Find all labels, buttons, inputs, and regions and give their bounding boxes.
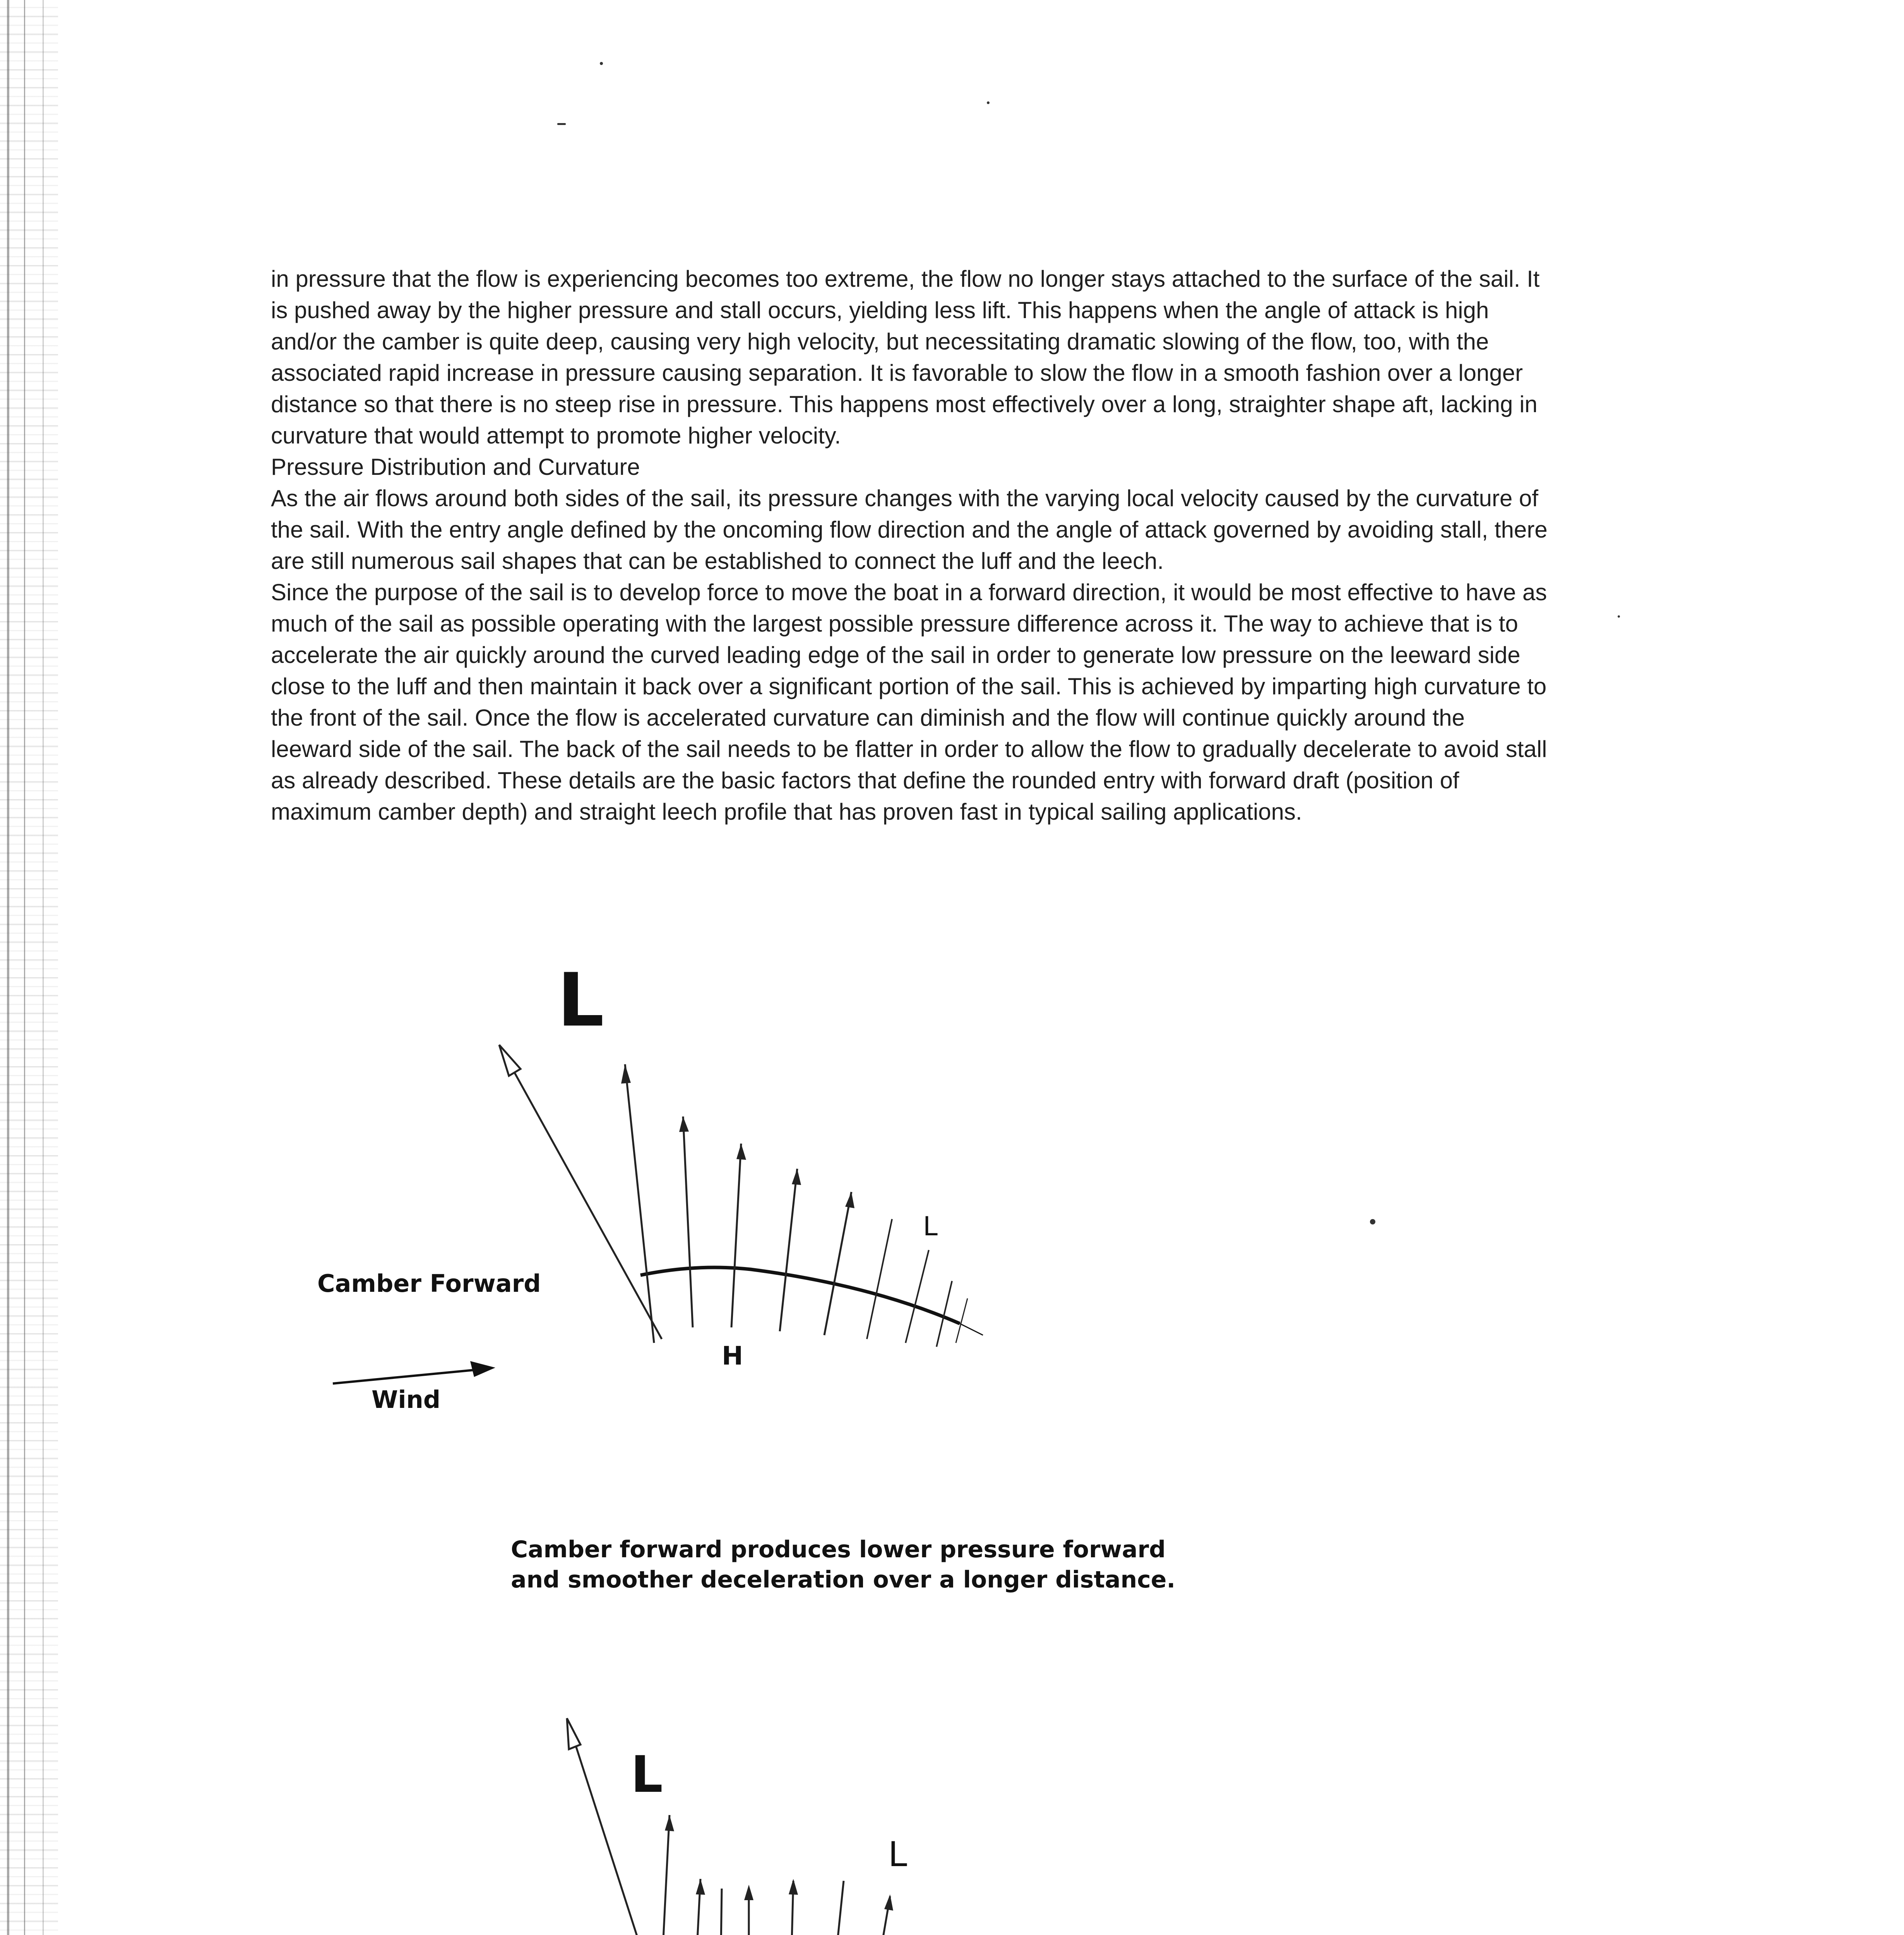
section-heading-pressure-distribution: Pressure Distribution and Curvature [271, 454, 640, 480]
paragraph-sail-purpose: Since the purpose of the sail is to develop force to move the boat in a forward direction, it would be most effective to have as much of the sail as possible operating with the largest possible pressure difference across it. The way to achieve that is to accelerate the air quickly around the curved leading edge of the sail in order to generate low pressure on the leeward side close to the luff and then maintain it back over a significant portion of the sail. This is achieved by imparting high curvature to the front of the sail. Once the flow is accelerated curvature can diminish and the flow will continue quickly around the leeward side of the sail. The back of the sail needs to be flatter in order to allow the flow to gradually decelerate to avoid stall as already described. These details are the basic factors that define the rounded entry with forward draft (position of maximum camber depth) and straight leech profile that has proven fast in typical sailing applications. [271, 579, 1547, 825]
small-lift-label: L [888, 1834, 907, 1874]
wind-label: Wind [372, 1385, 441, 1414]
paragraph-pressure-changes: As the air flows around both sides of the sail, its pressure changes with the varying local velocity caused by the curvature of the sail. With the entry angle defined by the oncoming flow direction and the angle of attack governed by avoiding stall, there are still numerous sail shapes that can be established to connect the luff and the leech. [271, 485, 1548, 574]
caption-line: and smoother deceleration over a longer distance. [511, 1566, 1176, 1593]
high-pressure-label: H [722, 1341, 743, 1371]
caption-line: Camber forward produces lower pressure forward [511, 1536, 1166, 1563]
large-lift-label: L [557, 957, 604, 1043]
figure-title-camber-forward: Camber Forward [317, 1269, 541, 1298]
paragraph-stall: in pressure that the flow is experiencing becomes too extreme, the flow no longer stays attached to the surface of the sail. It is pushed away by the higher pressure and stall occurs, yielding less lift. This happens when the angle of attack is high and/or the camber is quite deep, causing very high velocity, but necessitating dramatic slowing of the flow, too, with the associated rapid increase in pressure causing separation. It is favorable to slow the flow in a smooth fashion over a longer distance so that there is no steep rise in pressure. This happens most effectively over a long, straighter shape aft, lacking in curvature that would attempt to promote higher velocity. [271, 266, 1540, 449]
small-lift-label: L [923, 1211, 938, 1242]
large-lift-label: L [631, 1745, 663, 1804]
